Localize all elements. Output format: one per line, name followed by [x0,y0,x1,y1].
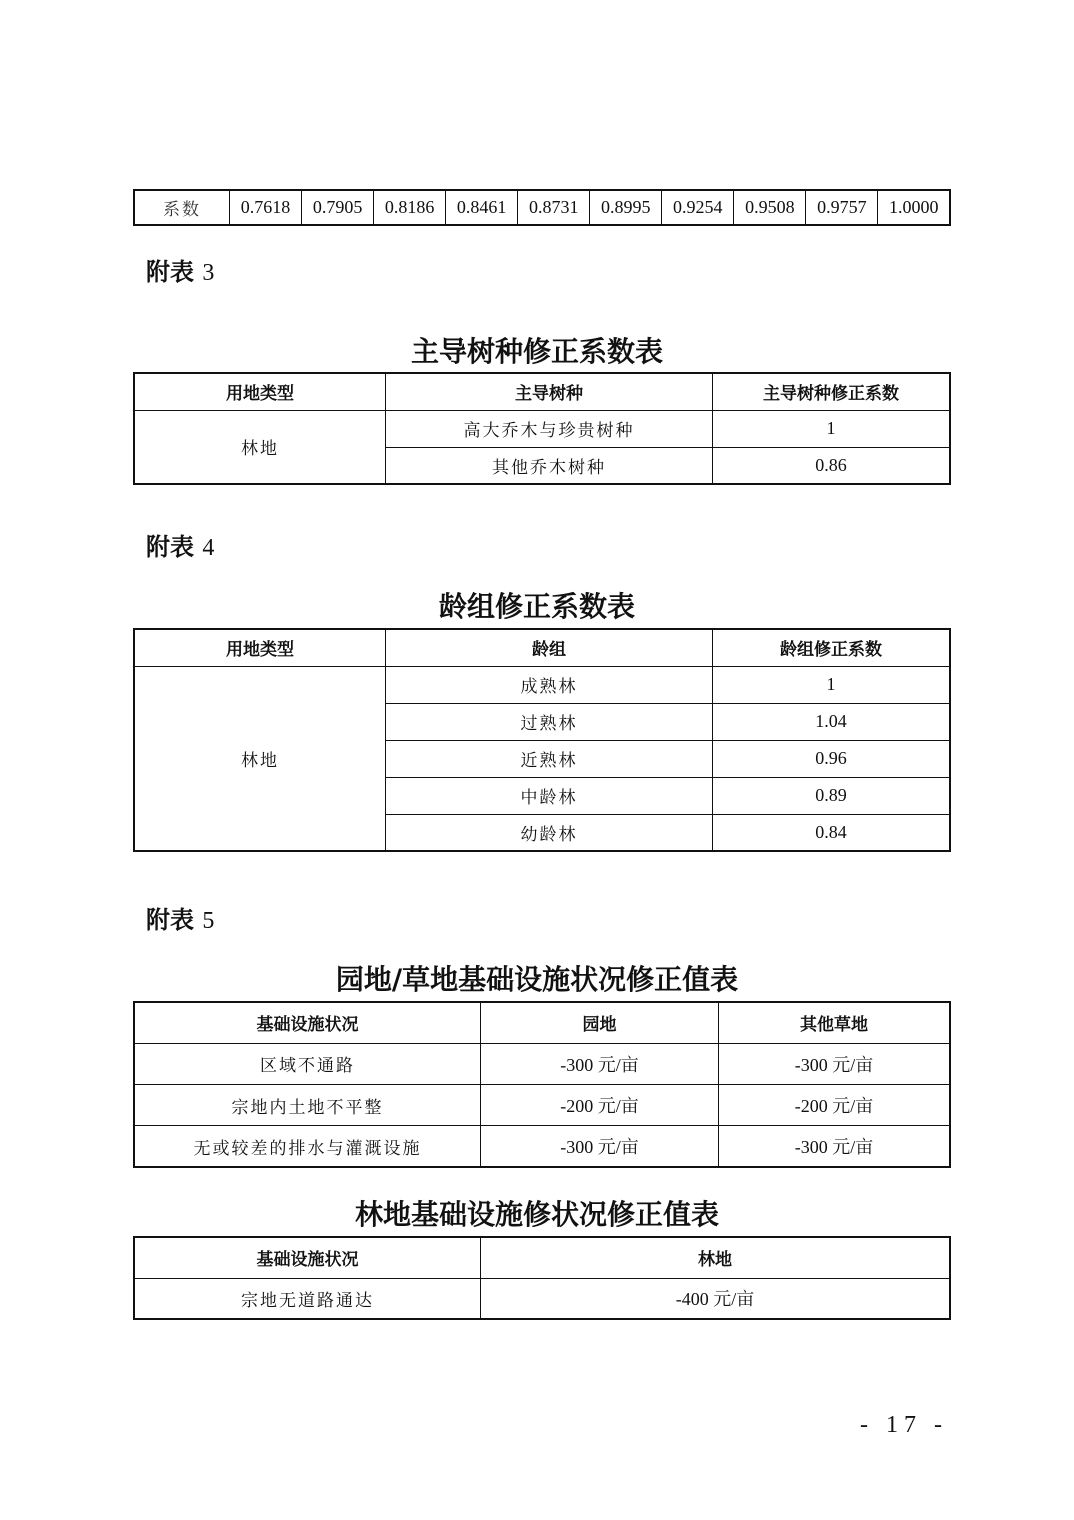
page-number: - 17 - [860,1412,948,1438]
column-header: 主导树种修正系数 [713,373,951,410]
age-group-table [133,628,951,852]
coefficient-row-table [133,189,951,226]
coefficient-cell: 1.0000 [878,190,950,225]
infrastructure-status-cell: 宗地内土地不平整 [134,1085,481,1126]
column-header: 龄组修正系数 [713,629,951,666]
coefficient-cell: 0.9254 [662,190,734,225]
appendix-3-title: 主导树种修正系数表 [410,335,663,368]
coefficient-cell: 0.96 [713,740,951,777]
table-row [134,666,950,703]
coefficient-cell: 0.8186 [374,190,446,225]
appendix-label-prefix: 附表 [146,533,194,561]
infrastructure-status-cell: 无或较差的排水与灌溉设施 [134,1126,481,1167]
grass-value-cell: -200 元/亩 [719,1085,951,1126]
column-header: 龄组 [386,629,713,666]
coefficient-cell: 0.7905 [302,190,374,225]
grass-value-cell: -300 元/亩 [719,1043,951,1084]
garden-value-cell: -300 元/亩 [481,1043,719,1084]
column-header: 园地 [481,1002,719,1043]
coefficient-label: 系数 [134,190,230,225]
land-type-cell: 林地 [134,666,386,851]
coefficient-cell: 0.86 [713,447,951,484]
appendix-3-label [146,252,214,287]
column-header: 其他草地 [719,1002,951,1043]
column-header: 基础设施状况 [134,1237,481,1278]
species-cell: 其他乔木树种 [386,447,713,484]
age-group-cell: 过熟林 [386,703,713,740]
table-row [134,410,950,447]
table-header-row [134,1237,950,1278]
table-header-row [134,1002,950,1043]
appendix-label-number: 5 [202,908,215,934]
forest-infrastructure-title: 林地基础设施修状况修正值表 [354,1198,719,1231]
garden-grass-infrastructure-table [133,1001,951,1168]
age-group-cell: 幼龄林 [386,814,713,851]
species-cell: 高大乔木与珍贵树种 [386,410,713,447]
coefficient-cell: 0.9508 [734,190,806,225]
table-row [134,1278,950,1319]
appendix-5-title: 园地/草地基础设施状况修正值表 [335,963,739,996]
age-group-cell: 成熟林 [386,666,713,703]
coefficient-cell: 0.8461 [446,190,518,225]
land-type-cell: 林地 [134,410,386,484]
grass-value-cell: -300 元/亩 [719,1126,951,1167]
coefficient-cell: 0.7618 [230,190,302,225]
column-header: 主导树种 [386,373,713,410]
appendix-4-title: 龄组修正系数表 [438,590,635,623]
table-header-row [134,373,950,410]
dominant-species-table [133,372,951,485]
coefficient-cell: 1.04 [713,703,951,740]
appendix-label-number: 4 [202,535,215,561]
coefficient-cell: 0.89 [713,777,951,814]
appendix-5-label [146,900,214,935]
garden-value-cell: -200 元/亩 [481,1085,719,1126]
appendix-4-label [146,527,214,562]
table-row [134,1085,950,1126]
forest-infrastructure-table [133,1236,951,1320]
coefficient-cell: 0.8731 [518,190,590,225]
appendix-label-prefix: 附表 [146,258,194,286]
column-header: 林地 [481,1237,951,1278]
column-header: 用地类型 [134,629,386,666]
table-row [134,1126,950,1167]
appendix-label-prefix: 附表 [146,906,194,934]
appendix-label-number: 3 [202,260,215,286]
infrastructure-status-cell: 宗地无道路通达 [134,1278,481,1319]
age-group-cell: 近熟林 [386,740,713,777]
table-header-row [134,629,950,666]
coefficient-cell: 0.8995 [590,190,662,225]
infrastructure-status-cell: 区域不通路 [134,1043,481,1084]
coefficient-cell: 0.9757 [806,190,878,225]
garden-value-cell: -300 元/亩 [481,1126,719,1167]
age-group-cell: 中龄林 [386,777,713,814]
forest-value-cell: -400 元/亩 [481,1278,951,1319]
coefficient-cell: 1 [713,666,951,703]
table-row [134,190,950,225]
coefficient-cell: 1 [713,410,951,447]
coefficient-cell: 0.84 [713,814,951,851]
table-row [134,1043,950,1084]
column-header: 用地类型 [134,373,386,410]
column-header: 基础设施状况 [134,1002,481,1043]
